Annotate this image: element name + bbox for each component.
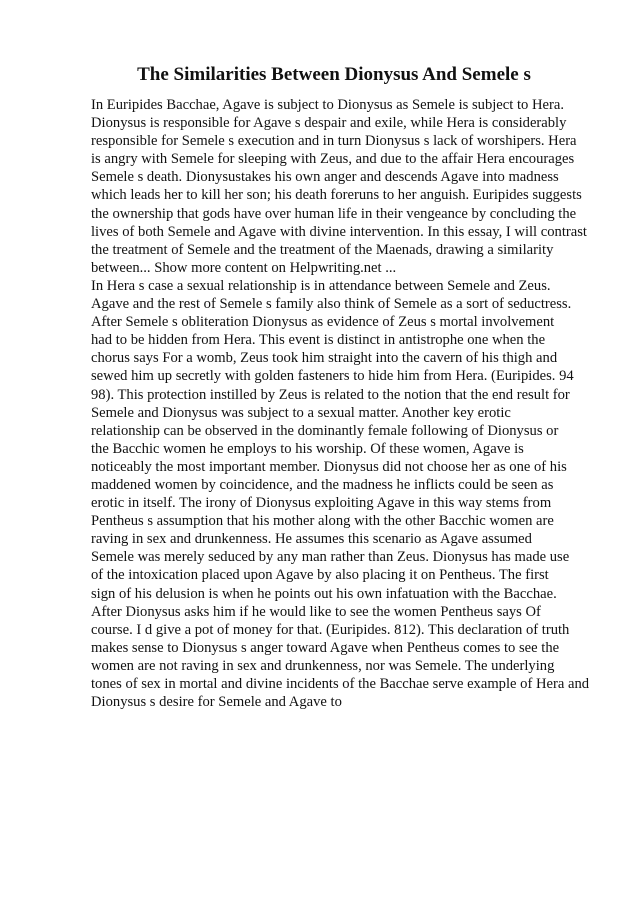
body-line: noticeably the most important member. Dionysus did not choose her as one of his	[91, 458, 567, 475]
body-line: responsible for Semele s execution and in turn Dionysus s lack of worshipers. Hera	[91, 133, 577, 150]
body-line: the ownership that gods have over human life in their vengeance by concluding the	[91, 205, 577, 222]
body-line: erotic in itself. The irony of Dionysus exploiting Agave in this way stems from	[91, 495, 552, 512]
body-line: Semele s death. Dionysustakes his own anger and descends Agave into madness	[91, 169, 559, 186]
body-line: between... Show more content on Helpwriting.net ...	[91, 259, 397, 276]
body-line: In Hera s case a sexual relationship is in attendance between Semele and Zeus.	[91, 277, 551, 294]
body-line: relationship can be observed in the dominantly female following of Dionysus or	[91, 422, 559, 439]
body-line: lives of both Semele and Agave with divine intervention. In this essay, I will contrast	[91, 223, 587, 240]
body-line: Semele was merely seduced by any man rather than Zeus. Dionysus has made use	[91, 549, 570, 566]
body-line: Agave and the rest of Semele s family also think of Semele as a sort of seductress.	[91, 296, 572, 313]
body-line: sign of his delusion is when he points out his own infatuation with the Bacchae.	[91, 585, 557, 602]
body-line: sewed him up secretly with golden fasteners to hide him from Hera. (Euripides. 94	[91, 368, 574, 385]
body-line: Dionysus s desire for Semele and Agave to	[91, 694, 342, 711]
body-line: After Semele s obliteration Dionysus as evidence of Zeus s mortal involvement	[91, 314, 555, 331]
body-line: the Bacchic women he employs to his worship. Of these women, Agave is	[91, 440, 524, 457]
body-line: makes sense to Dionysus s anger toward Agave when Pentheus comes to see the	[91, 639, 560, 656]
document-title: The Similarities Between Dionysus And Semele s	[137, 64, 531, 85]
body-line: of the intoxication placed upon Agave by also placing it on Pentheus. The first	[91, 567, 549, 584]
body-line: women are not raving in sex and drunkenness, nor was Semele. The underlying	[91, 657, 555, 674]
document-body	[91, 96, 601, 711]
body-line: 98). This protection instilled by Zeus is related to the notion that the end result for	[91, 386, 570, 403]
body-line: which leads her to kill her son; his death foreruns to her anguish. Euripides suggests	[91, 187, 582, 204]
body-line: Semele and Dionysus was subject to a sexual matter. Another key erotic	[91, 404, 511, 421]
body-line: In Euripides Bacchae, Agave is subject to Dionysus as Semele is subject to Hera.	[91, 97, 564, 113]
body-line: Dionysus is responsible for Agave s despair and exile, while Hera is considerably	[91, 115, 567, 132]
body-line: Pentheus s assumption that his mother along with the other Bacchic women are	[91, 513, 554, 530]
body-line: tones of sex in mortal and divine incidents of the Bacchae serve example of Hera and	[91, 676, 590, 692]
body-line: course. I d give a pot of money for that. (Euripides. 812). This declaration of truth	[91, 621, 570, 638]
body-line: the treatment of Semele and the treatment of the Maenads, drawing a similarity	[91, 241, 554, 258]
body-line: had to be hidden from Hera. This event is distinct in antistrophe one when the	[91, 332, 546, 349]
body-line: maddened women by coincidence, and the madness he inflicts could be seen as	[91, 476, 554, 493]
body-line: After Dionysus asks him if he would like to see the women Pentheus says Of	[91, 603, 541, 620]
body-line: chorus says For a womb, Zeus took him straight into the cavern of his thigh and	[91, 350, 558, 367]
body-line: raving in sex and drunkenness. He assumes this scenario as Agave assumed	[91, 531, 532, 548]
body-line: is angry with Semele for sleeping with Zeus, and due to the affair Hera encourages	[91, 151, 575, 168]
